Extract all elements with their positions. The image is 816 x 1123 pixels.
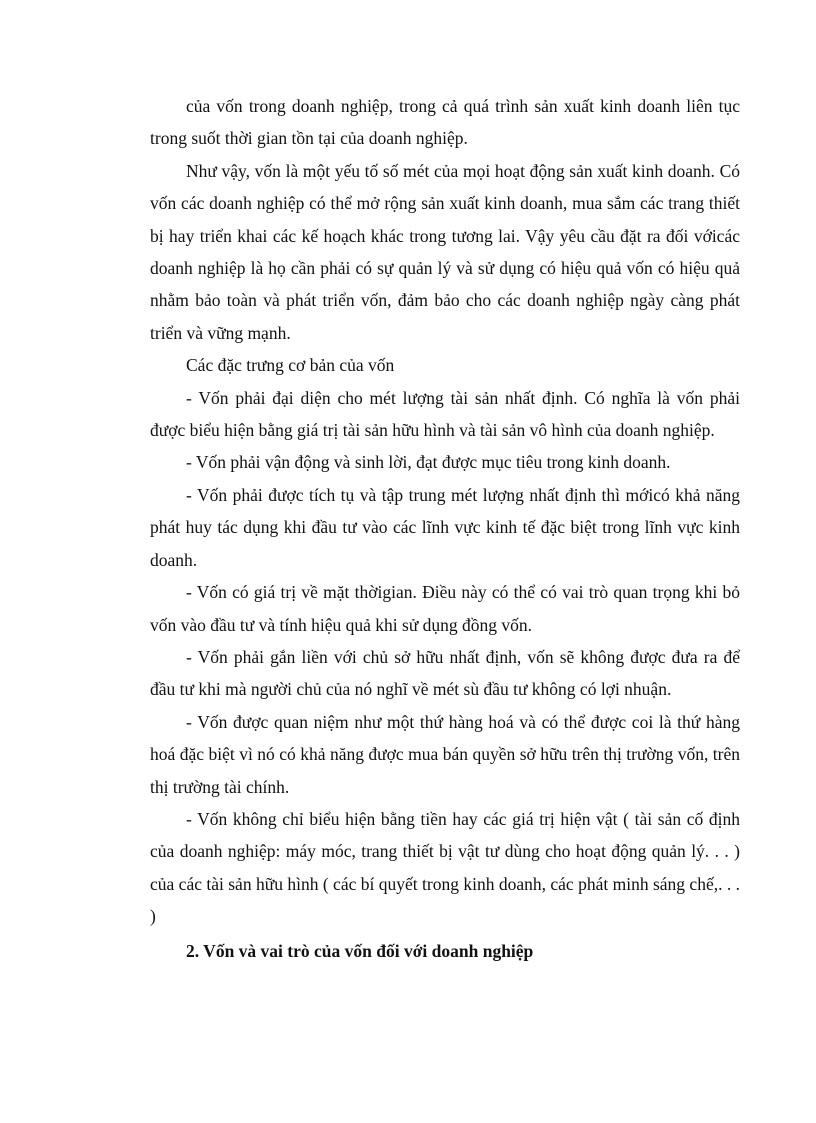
document-body <box>150 90 740 967</box>
section-heading: 2. Vốn và vai trò của vốn đối với doanh nghiệp <box>186 940 534 961</box>
paragraph: - Vốn phải vận động và sinh lời, đạt được mục tiêu trong kinh doanh. <box>186 452 671 473</box>
paragraph: - Vốn phải được tích tụ và tập trung mét lượng nhất định thì mớicó khả năng phát huy tác dụng khi đầu tư vào các lĩnh vực kinh tế đặc biệt trong lĩnh vực kinh doanh. <box>150 484 740 570</box>
paragraph: Các đặc trưng cơ bản của vốn <box>186 355 395 376</box>
paragraph: - Vốn không chỉ biểu hiện bằng tiền hay các giá trị hiện vật ( tài sản cố định của doanh nghiệp: máy móc, trang thiết bị vật tư dùng cho hoạt động quản lý. . . ) của các tài sản hữu hình ( các bí quyết trong kinh doanh, các phát minh sáng chế,. . . ) <box>150 808 740 927</box>
paragraph: Như vậy, vốn là một yếu tố số mét của mọi hoạt động sản xuất kinh doanh. Có vốn các doanh nghiệp có thể mở rộng sản xuất kinh doanh, mua sắm các trang thiết bị hay triển khai các kế hoạch khác trong tương lai. Vậy yêu cầu đặt ra đối vớicác doanh nghiệp là họ cần phải có sự quản lý và sử dụng có hiệu quả vốn có hiệu quả nhằm bảo toàn và phát triển vốn, đảm bảo cho các doanh nghiệp ngày càng phát triển và vững mạnh. <box>150 160 740 343</box>
paragraph: - Vốn được quan niệm như một thứ hàng hoá và có thể được coi là thứ hàng hoá đặc biệt vì nó có khả năng được mua bán quyền sở hữu trên thị trường vốn, trên thị trường tài chính. <box>150 711 740 797</box>
paragraph: - Vốn có giá trị về mặt thờigian. Điều này có thể có vai trò quan trọng khi bỏ vốn vào đầu tư và tính hiệu quả khi sử dụng đồng vốn. <box>150 582 740 635</box>
paragraph: - Vốn phải đại diện cho mét lượng tài sản nhất định. Có nghĩa là vốn phải được biểu hiện bằng giá trị tài sản hữu hình và tài sản vô hình của doanh nghiệp. <box>150 387 740 441</box>
paragraph: - Vốn phải gắn liền với chủ sở hữu nhất định, vốn sẽ không được đưa ra để đầu tư khi mà người chủ của nó nghĩ về mét sù đầu tư không có lợi nhuận. <box>150 646 740 700</box>
paragraph: của vốn trong doanh nghiệp, trong cả quá trình sản xuất kinh doanh liên tục trong suốt thời gian tồn tại của doanh nghiệp. <box>150 96 740 149</box>
